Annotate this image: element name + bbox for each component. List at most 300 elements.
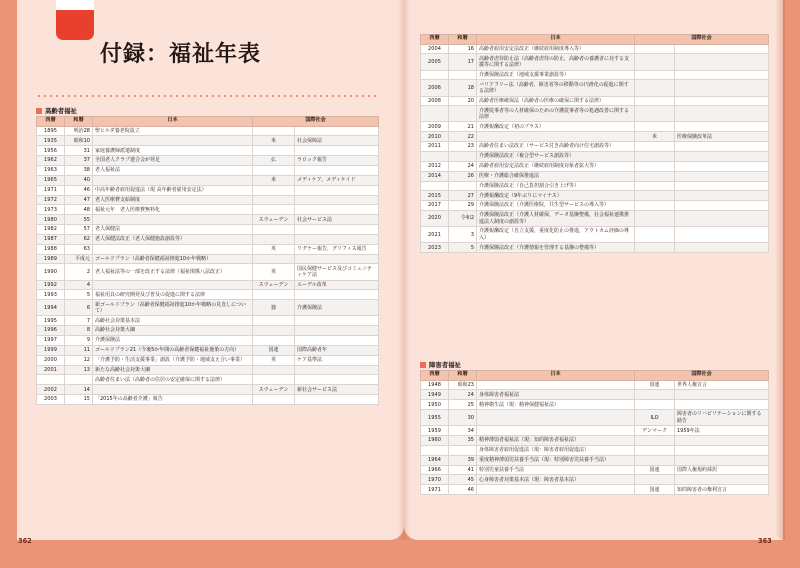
table-row (421, 211, 769, 227)
cell-japan (477, 380, 635, 390)
cell-seireki (421, 445, 449, 455)
cell-intl: エーデル改革 (295, 280, 379, 290)
cell-intl (675, 151, 769, 161)
cell-japan: 家庭養護婦派遣制度 (93, 146, 253, 156)
cell-wareki: 38 (65, 166, 93, 176)
col-seireki: 西暦 (421, 35, 449, 45)
cell-intl: 知的障害者の権利宣言 (675, 485, 769, 495)
cell-japan: 介護報酬改定（自立支援，重度化防止の推進，アウトカム評価の導入） (477, 227, 635, 243)
cell-intl (675, 243, 769, 253)
cell-intl (295, 254, 379, 264)
cell-wareki: 11 (65, 345, 93, 355)
cell-japan: 高齢者虐待防止法（高齢者虐待の防止，高齢者の養護者に対する支援等に関する法律） (477, 54, 635, 70)
cell-intl: 新社会サービス法 (295, 385, 379, 395)
page-number-left: 362 (18, 537, 32, 545)
cell-japan (93, 244, 253, 254)
table-row (421, 380, 769, 390)
cell-japan: 精神衛生法（現：精神保健福祉法） (477, 400, 635, 410)
cell-intl (675, 44, 769, 54)
cell-seireki: 2003 (37, 395, 65, 405)
cell-intl (675, 106, 769, 122)
cell-japan: 介護保険法改正（自己負担割合引き上げ等） (477, 181, 635, 191)
cell-seireki: 2000 (37, 355, 65, 365)
col-japan: 日本 (477, 371, 635, 381)
cell-seireki: 2010 (421, 132, 449, 142)
cell-japan: 介護従事者等の人材確保のための介護従事者等の処遇改善に関する法律 (477, 106, 635, 122)
cell-japan: 「介護予防・生活支援事業」創設（介護予防・地域支え合い事業） (93, 355, 253, 365)
cell-japan: 介護報酬改定（初のプラス） (477, 122, 635, 132)
table-row (421, 465, 769, 475)
cell-wareki: 昭和23 (449, 380, 477, 390)
table-row (421, 445, 769, 455)
cell-country (635, 211, 675, 227)
cell-country (253, 185, 295, 195)
cell-country: 英 (253, 244, 295, 254)
cell-country: 英 (253, 264, 295, 280)
cell-japan (477, 132, 635, 142)
cell-japan: 介護保険法 (93, 336, 253, 346)
cell-intl (295, 195, 379, 205)
cell-seireki: 1997 (37, 336, 65, 346)
cell-wareki: 9 (65, 336, 93, 346)
cell-intl: ケア基準法 (295, 355, 379, 365)
cell-wareki: 25 (449, 400, 477, 410)
cell-intl (675, 142, 769, 152)
cell-country (253, 395, 295, 405)
cell-country (253, 254, 295, 264)
cell-intl (675, 445, 769, 455)
cell-seireki: 1959 (421, 426, 449, 436)
cell-wareki: 31 (65, 146, 93, 156)
cell-intl (675, 390, 769, 400)
cell-wareki: 37 (65, 156, 93, 166)
section-header-disability (420, 360, 461, 369)
cell-japan: 高齢社会対策基本法 (93, 316, 253, 326)
cell-seireki: 2012 (421, 161, 449, 171)
cell-wareki (449, 181, 477, 191)
cell-intl (675, 475, 769, 485)
cell-wareki: 3 (449, 227, 477, 243)
table-row (421, 227, 769, 243)
cell-intl (295, 290, 379, 300)
cell-wareki: 41 (449, 465, 477, 475)
cell-wareki: 12 (65, 355, 93, 365)
table-row (421, 201, 769, 211)
table-row (37, 336, 379, 346)
table-row (37, 385, 379, 395)
cell-seireki: 2017 (421, 201, 449, 211)
cell-japan: 高齢者雇用安定法改正（継続雇用制度対象者拡大等） (477, 161, 635, 171)
cell-country: スウェーデン (253, 280, 295, 290)
cell-japan: 心身障害者対策基本法（現：障害者基本法） (477, 475, 635, 485)
cell-intl (675, 80, 769, 96)
cell-wareki (65, 375, 93, 385)
cell-japan: ゴールドプラン21（今後5か年間の高齢者保健福祉施策の方向） (93, 345, 253, 355)
cell-country (635, 201, 675, 211)
col-wareki: 和暦 (65, 117, 93, 127)
cell-intl (675, 191, 769, 201)
cell-intl (295, 336, 379, 346)
cell-seireki: 1992 (37, 280, 65, 290)
cell-seireki (421, 151, 449, 161)
cell-country (635, 151, 675, 161)
cell-country (635, 400, 675, 410)
cell-wareki: 63 (65, 244, 93, 254)
col-intl: 国際社会 (635, 371, 769, 381)
cell-country: 独 (253, 300, 295, 316)
table-row (421, 151, 769, 161)
cell-intl: 1959年法 (675, 426, 769, 436)
cell-wareki: 2 (65, 264, 93, 280)
cell-japan: 介護保険法改正（複合型サービス創設等） (477, 151, 635, 161)
cell-seireki: 1972 (37, 195, 65, 205)
cell-japan (477, 410, 635, 426)
cell-country (635, 181, 675, 191)
table-row (37, 345, 379, 355)
cell-country (253, 316, 295, 326)
cell-intl: 介護保険法 (295, 300, 379, 316)
cell-japan: 介護保険法改正（介護情報を管理する基盤の整備等） (477, 243, 635, 253)
cell-country (253, 195, 295, 205)
cell-japan: 精神薄弱者福祉法（現：知的障害者福祉法） (477, 436, 635, 446)
cell-intl (295, 205, 379, 215)
table-row (37, 300, 379, 316)
cell-seireki: 1970 (421, 475, 449, 485)
cell-intl (295, 375, 379, 385)
cell-country: 仏 (253, 156, 295, 166)
col-japan: 日本 (477, 35, 635, 45)
cell-intl: 医療保険改革法 (675, 132, 769, 142)
cell-country: 国連 (253, 345, 295, 355)
table-row (421, 436, 769, 446)
bookmark-tab-fill (56, 10, 94, 40)
cell-country (253, 225, 295, 235)
cell-japan: 中高年齢者雇用促進法（現 高年齢者雇用安定法） (93, 185, 253, 195)
table-body (37, 126, 379, 404)
cell-seireki (421, 106, 449, 122)
table-row (421, 191, 769, 201)
cell-country (253, 234, 295, 244)
cell-wareki: 16 (449, 44, 477, 54)
cell-wareki: 39 (449, 455, 477, 465)
cell-seireki: 2021 (421, 227, 449, 243)
cell-japan (93, 136, 253, 146)
page-title: 付録：福祉年表 (100, 42, 262, 67)
cell-seireki: 2020 (421, 211, 449, 227)
cell-japan: 聖ヒルダ養老院設立 (93, 126, 253, 136)
cell-country: 国連 (635, 485, 675, 495)
cell-japan: 高齢社会対策大綱 (93, 326, 253, 336)
table-row (37, 316, 379, 326)
cell-japan: 介護保険法改正（介護医療院，共生型サービスの導入等） (477, 201, 635, 211)
cell-japan: 重度精神薄弱児扶養手当法（現：特別障害児扶養手当法） (477, 455, 635, 465)
table-row (37, 375, 379, 385)
cell-wareki: 6 (65, 300, 93, 316)
table-row (421, 122, 769, 132)
cell-japan: 高齢者住まい法改正（サービス付き高齢者向け住宅創設等） (477, 142, 635, 152)
title-divider (36, 95, 378, 97)
cell-seireki: 1948 (421, 380, 449, 390)
col-intl: 国際社会 (635, 35, 769, 45)
cell-seireki: 1987 (37, 234, 65, 244)
cell-japan: 身体障害者福祉法 (477, 390, 635, 400)
cell-intl (675, 211, 769, 227)
cell-wareki: 47 (65, 195, 93, 205)
cell-country (635, 54, 675, 70)
table-row (421, 455, 769, 465)
cell-wareki: 昭和10 (65, 136, 93, 146)
table-row (37, 280, 379, 290)
table-body (421, 44, 769, 252)
cell-country: デンマーク (635, 426, 675, 436)
cell-intl (675, 436, 769, 446)
cell-seireki: 1989 (37, 254, 65, 264)
cell-country (253, 365, 295, 375)
col-intl: 国際社会 (253, 117, 379, 127)
cell-wareki: 5 (65, 290, 93, 300)
cell-intl (295, 326, 379, 336)
table-elderly-right (420, 34, 769, 253)
cell-seireki (421, 70, 449, 80)
table-row (421, 161, 769, 171)
cell-wareki: 26 (449, 171, 477, 181)
cell-seireki: 2002 (37, 385, 65, 395)
cell-country: 国連 (635, 380, 675, 390)
cell-seireki: 2004 (421, 44, 449, 54)
cell-seireki (421, 181, 449, 191)
cell-seireki (37, 375, 65, 385)
cell-country (635, 171, 675, 181)
cell-intl (295, 395, 379, 405)
cell-japan: 特別児童扶養手当法 (477, 465, 635, 475)
cell-seireki: 1949 (421, 390, 449, 400)
cell-japan: 福祉用具の研究開発及び普及の促進に関する法律 (93, 290, 253, 300)
table-row (37, 225, 379, 235)
cell-country: スウェーデン (253, 385, 295, 395)
cell-japan: 福祉元年 老人医療費無料化 (93, 205, 253, 215)
table-row (37, 146, 379, 156)
table-row (421, 475, 769, 485)
cell-seireki: 1980 (37, 215, 65, 225)
cell-japan: 高齢者医療確保法（高齢者の医療の確保に関する法律） (477, 96, 635, 106)
cell-seireki: 1962 (37, 156, 65, 166)
cell-intl (675, 96, 769, 106)
cell-wareki: 34 (449, 426, 477, 436)
cell-seireki: 1988 (37, 244, 65, 254)
page-number-right: 363 (758, 537, 772, 545)
table-row (37, 244, 379, 254)
table-row (421, 400, 769, 410)
cell-wareki: 17 (449, 54, 477, 70)
section-header-elderly (36, 106, 77, 115)
cell-japan: 介護保険法改正（地域支援事業創設等） (477, 70, 635, 80)
cell-intl (295, 185, 379, 195)
section-header-disability-label: 障害者福祉 (429, 361, 461, 369)
cell-wareki: 21 (449, 122, 477, 132)
cell-seireki: 1956 (37, 146, 65, 156)
cell-intl (675, 161, 769, 171)
cell-wareki: 22 (449, 132, 477, 142)
bookmark-tab (56, 0, 94, 40)
cell-wareki (449, 70, 477, 80)
table-row (37, 254, 379, 264)
cell-country (253, 336, 295, 346)
cell-seireki: 1895 (37, 126, 65, 136)
cell-country (635, 44, 675, 54)
cell-country: 米 (253, 175, 295, 185)
cell-wareki (449, 445, 477, 455)
cell-seireki: 2023 (421, 243, 449, 253)
cell-seireki: 2011 (421, 142, 449, 152)
cell-country (635, 80, 675, 96)
cell-intl (675, 54, 769, 70)
cell-seireki: 1990 (37, 264, 65, 280)
table-row (421, 181, 769, 191)
table-row (37, 185, 379, 195)
col-wareki: 和暦 (449, 371, 477, 381)
cell-japan (477, 426, 635, 436)
table-elderly-left (36, 116, 379, 405)
cell-wareki: 8 (65, 326, 93, 336)
cell-japan: 高齢者住まい法（高齢者の住居の安定確保に関する法律） (93, 375, 253, 385)
table-row (37, 215, 379, 225)
table-row (37, 136, 379, 146)
cell-wareki: 24 (449, 390, 477, 400)
cell-country (253, 146, 295, 156)
cell-intl: 国民保健サービス及びコミュニティケア法 (295, 264, 379, 280)
cell-intl (295, 225, 379, 235)
cell-intl (675, 70, 769, 80)
cell-wareki: 15 (65, 395, 93, 405)
cell-intl (675, 122, 769, 132)
cell-seireki: 1982 (37, 225, 65, 235)
table-header-row (421, 371, 769, 381)
cell-seireki: 2006 (421, 80, 449, 96)
cell-wareki: 27 (449, 191, 477, 201)
cell-japan (93, 215, 253, 225)
cell-country (253, 126, 295, 136)
cell-intl (295, 146, 379, 156)
cell-seireki: 1960 (421, 436, 449, 446)
table-row (421, 142, 769, 152)
cell-wareki: 7 (65, 316, 93, 326)
cell-country (253, 290, 295, 300)
table-header-row (421, 35, 769, 45)
table-row (37, 166, 379, 176)
cell-seireki: 1993 (37, 290, 65, 300)
cell-intl (675, 400, 769, 410)
cell-seireki: 1999 (37, 345, 65, 355)
table-row (37, 156, 379, 166)
cell-intl: 社会保障法 (295, 136, 379, 146)
cell-japan: 新ゴールドプラン（高齢者保健福祉推進10か年戦略の見直しについて） (93, 300, 253, 316)
cell-intl (675, 181, 769, 191)
cell-seireki: 1963 (37, 166, 65, 176)
table-row (421, 54, 769, 70)
cell-japan: 医療・介護総合確保推進法 (477, 171, 635, 181)
table-row (37, 290, 379, 300)
cell-seireki: 1973 (37, 205, 65, 215)
table-row (37, 205, 379, 215)
cell-wareki: 45 (449, 475, 477, 485)
table-row (421, 44, 769, 54)
cell-wareki: 29 (449, 201, 477, 211)
section-marker-icon (36, 108, 42, 114)
cell-wareki: 24 (449, 161, 477, 171)
cell-japan: 介護報酬改定（9年ぶりにマイナス） (477, 191, 635, 201)
cell-country: スウェーデン (253, 215, 295, 225)
cell-wareki: 明治28 (65, 126, 93, 136)
cell-japan: 老人福祉法等の一部を改正する法律（福祉関係八法改正） (93, 264, 253, 280)
cell-country (635, 475, 675, 485)
cell-intl (675, 171, 769, 181)
table-row (37, 175, 379, 185)
cell-wareki: 62 (65, 234, 93, 244)
cell-intl (675, 455, 769, 465)
cell-japan: 老人保健法 (93, 225, 253, 235)
cell-wareki: 35 (449, 436, 477, 446)
table-row (37, 365, 379, 375)
cell-intl: 社会サービス法 (295, 215, 379, 225)
table-body (421, 380, 769, 495)
cell-intl (675, 227, 769, 243)
cell-japan: 身体障害者雇用促進法（現：障害者雇用促進法） (477, 445, 635, 455)
cell-seireki: 1965 (37, 175, 65, 185)
cell-intl (295, 126, 379, 136)
cell-country (635, 70, 675, 80)
cell-intl: 国際高齢者年 (295, 345, 379, 355)
cell-japan: 老人保健法改正（老人保健施設創設等） (93, 234, 253, 244)
col-wareki: 和暦 (449, 35, 477, 45)
cell-intl: 障害者のリハビリテーションに関する勧告 (675, 410, 769, 426)
cell-japan (477, 485, 635, 495)
cell-wareki: 40 (65, 175, 93, 185)
table-row (37, 355, 379, 365)
cell-country: 英 (253, 355, 295, 365)
cell-country (635, 106, 675, 122)
cell-intl (295, 316, 379, 326)
table-row (421, 106, 769, 122)
cell-seireki: 1994 (37, 300, 65, 316)
cell-wareki: 18 (449, 80, 477, 96)
cell-wareki: 13 (65, 365, 93, 375)
table-row (37, 326, 379, 336)
cell-wareki: 14 (65, 385, 93, 395)
cell-country (635, 445, 675, 455)
cell-japan: 「2015年の高齢者介護」報告 (93, 395, 253, 405)
cell-country (635, 436, 675, 446)
cell-intl (295, 234, 379, 244)
cell-country: 米 (635, 132, 675, 142)
table-row (37, 234, 379, 244)
cell-wareki: 5 (449, 243, 477, 253)
cell-intl: メディケア，メディケイド (295, 175, 379, 185)
table-row (37, 264, 379, 280)
cell-seireki: 2001 (37, 365, 65, 375)
cell-wareki: 30 (449, 410, 477, 426)
cell-country (253, 375, 295, 385)
cell-intl (675, 201, 769, 211)
cell-country (635, 96, 675, 106)
cell-wareki (449, 151, 477, 161)
cell-japan: バリアフリー法（高齢者，障害者等の移動等の円滑化の促進に関する法律） (477, 80, 635, 96)
col-japan: 日本 (93, 117, 253, 127)
table-row (421, 96, 769, 106)
cell-japan (93, 280, 253, 290)
cell-wareki: 23 (449, 142, 477, 152)
gutter-shadow (398, 0, 410, 540)
cell-seireki: 2008 (421, 96, 449, 106)
